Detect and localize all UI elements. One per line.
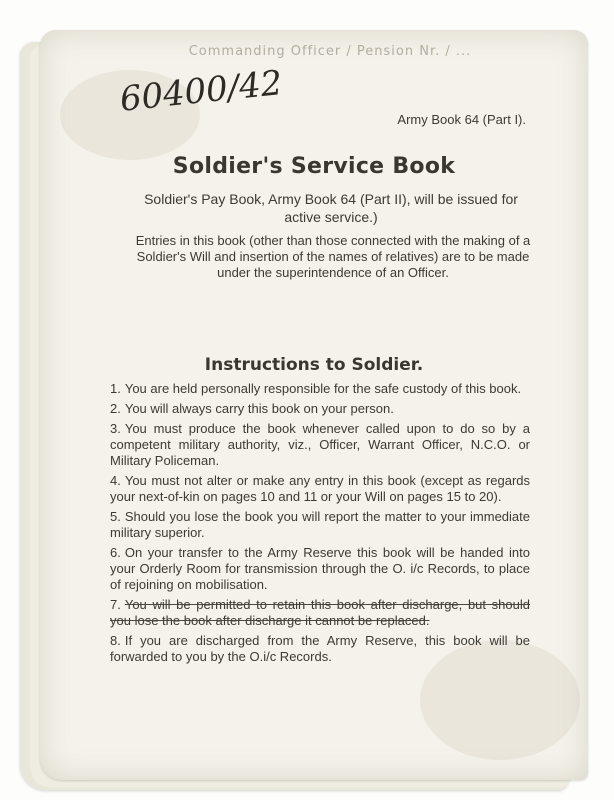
instruction-item: 4. You must not alter or make any entry in this book (except as regards your next-of-kin on pages 10 and 11 or your Will on pages 15 to 20). [110, 473, 530, 504]
service-book-cover [40, 30, 588, 780]
faded-stamp-text: Commanding Officer / Pension Nr. / ... [188, 44, 472, 59]
instructions-heading: Instructions to Soldier. [204, 355, 424, 375]
book-reference: Army Book 64 (Part I). [397, 112, 526, 127]
page-title: Soldier's Service Book [172, 154, 456, 179]
instruction-item: 8. If you are discharged from the Army Reserve, this book will be forwarded to you by the O.i/c Records. [110, 633, 530, 664]
handwritten-number: 60400/42 [118, 62, 285, 120]
instruction-item: 3. You must produce the book whenever called upon to do so by a competent military authority, viz., Officer, Warrant Officer, N.C.O. or Military Policeman. [110, 421, 530, 468]
instruction-item-struck-through: 7. You will be permitted to retain this book after discharge, but should you lose the book after discharge it cannot be replaced. [110, 597, 530, 628]
entries-note: Entries in this book (other than those connected with the making of a Soldier's Will and insertion of the names of relatives) are to be made under the superintendence of an Officer. [135, 233, 531, 280]
instructions-list [110, 381, 530, 669]
subtitle-note: Soldier's Pay Book, Army Book 64 (Part II), will be issued for active service.) [144, 191, 518, 225]
instruction-item: 5. Should you lose the book you will report the matter to your immediate military superior. [110, 509, 530, 540]
instruction-item: 2. You will always carry this book on your person. [110, 401, 394, 416]
instruction-item: 1. You are held personally responsible for the safe custody of this book. [110, 381, 522, 396]
instruction-item: 6. On your transfer to the Army Reserve this book will be handed into your Orderly Room for transmission through the O. i/c Records, to place of rejoining on mobilisation. [110, 545, 530, 592]
